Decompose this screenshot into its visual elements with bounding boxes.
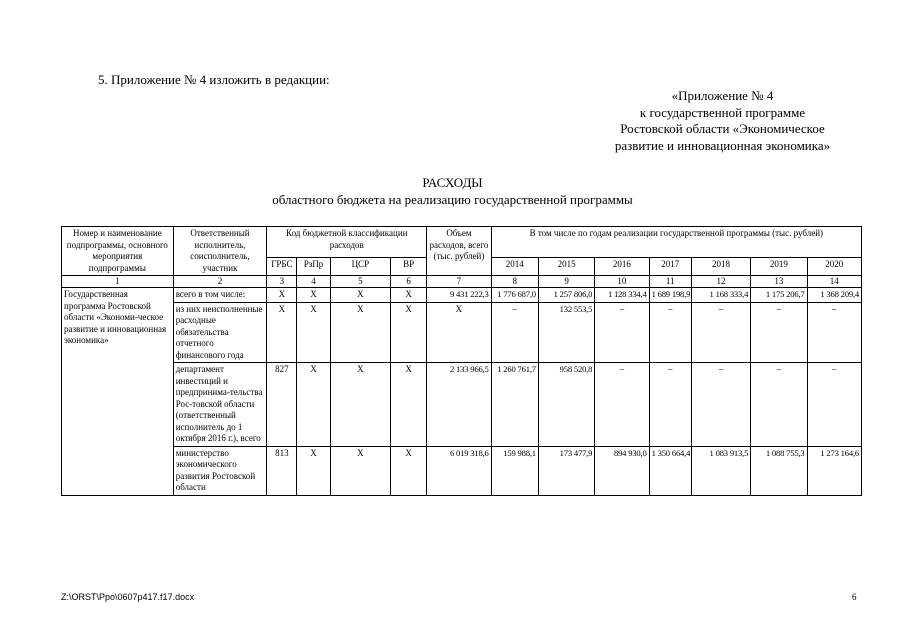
grbs-cell: 827 — [267, 363, 297, 447]
appendix-line-2: к государственной программе — [639, 104, 806, 120]
year-cell-2015: 958 520,8 — [538, 363, 594, 447]
header-year-2020: 2020 — [807, 258, 861, 276]
page-number: 6 — [852, 592, 857, 602]
year-cell-2019: 1 088 755,3 — [751, 446, 807, 495]
year-cell-2020: – — [807, 363, 861, 447]
footer-file-path: Z:\ORST\Ppo\0607p417.f17.docx — [61, 592, 195, 602]
col-number: 6 — [391, 276, 427, 288]
header-year-2017: 2017 — [649, 258, 691, 276]
header-csr: ЦСР — [330, 258, 390, 276]
appendix-line-4: развитие и инновационная экономика» — [614, 137, 831, 153]
csr-cell: X — [330, 302, 390, 363]
csr-cell: X — [330, 363, 390, 447]
rzpr-cell: X — [297, 363, 330, 447]
header-grbs: ГРБС — [267, 258, 297, 276]
table-row — [62, 446, 862, 495]
year-cell-2019: – — [751, 363, 807, 447]
table-header-row-1 — [62, 227, 862, 258]
column-numbers-row — [62, 276, 862, 288]
col-number: 2 — [173, 276, 267, 288]
vr-cell: X — [391, 288, 427, 303]
year-cell-2015: 173 477,9 — [538, 446, 594, 495]
year-cell-2018: 1 083 913,5 — [691, 446, 750, 495]
grbs-cell: X — [267, 288, 297, 303]
col-number: 10 — [595, 276, 649, 288]
participant-cell: из них неисполненные расходные обязательства отчетного финансового года — [173, 302, 267, 363]
header-year-2015: 2015 — [538, 258, 594, 276]
year-cell-2015: 132 553,5 — [538, 302, 594, 363]
vr-cell: X — [391, 446, 427, 495]
header-budget-code: Код бюджетной классификации расходов — [267, 227, 427, 258]
year-cell-2018: – — [691, 302, 750, 363]
year-cell-2020: – — [807, 302, 861, 363]
rzpr-cell: X — [297, 302, 330, 363]
header-rzpr: РзПр — [297, 258, 330, 276]
year-cell-2016: – — [595, 302, 649, 363]
year-cell-2014: 1 260 761,7 — [491, 363, 538, 447]
year-cell-2019: – — [751, 302, 807, 363]
header-year-2019: 2019 — [751, 258, 807, 276]
rzpr-cell: X — [297, 446, 330, 495]
total-cell: X — [427, 302, 491, 363]
year-cell-2014: 159 988,1 — [491, 446, 538, 495]
col-number: 11 — [649, 276, 691, 288]
header-name: Номер и наименование подпрограммы, основного мероприятия подпрограммы — [62, 227, 174, 276]
total-cell: 2 133 966,5 — [427, 363, 491, 447]
grbs-cell: 813 — [267, 446, 297, 495]
year-cell-2016: 894 930,0 — [595, 446, 649, 495]
col-number: 3 — [267, 276, 297, 288]
col-number: 12 — [691, 276, 750, 288]
year-cell-2018: 1 168 333,4 — [691, 288, 750, 303]
appendix-line-1: «Приложение № 4 — [671, 88, 774, 103]
header-total: Объем расходов, всего (тыс. рублей) — [427, 227, 491, 276]
participant-cell: всего в том числе: — [173, 288, 267, 303]
header-year-2014: 2014 — [491, 258, 538, 276]
year-cell-2020: 1 368 209,4 — [807, 288, 861, 303]
expenses-table — [61, 226, 862, 496]
intro-text: 5. Приложение № 4 изложить в редакции: — [98, 72, 330, 87]
total-cell: 9 431 222,3 — [427, 288, 491, 303]
year-cell-2014: – — [491, 302, 538, 363]
csr-cell: X — [330, 446, 390, 495]
col-number: 5 — [330, 276, 390, 288]
year-cell-2018: – — [691, 363, 750, 447]
participant-cell: министерство экономического развития Ростовской области — [173, 446, 267, 495]
year-cell-2016: – — [595, 363, 649, 447]
appendix-header — [560, 88, 885, 154]
col-number: 13 — [751, 276, 807, 288]
year-cell-2014: 1 776 687,0 — [491, 288, 538, 303]
table-row — [62, 302, 862, 363]
header-year-2018: 2018 — [691, 258, 750, 276]
header-vr: ВР — [391, 258, 427, 276]
col-number: 8 — [491, 276, 538, 288]
col-number: 14 — [807, 276, 861, 288]
header-years-group: В том числе по годам реализации государственной программы (тыс. рублей) — [491, 227, 861, 258]
vr-cell: X — [391, 363, 427, 447]
total-cell: 6 019 318,6 — [427, 446, 491, 495]
grbs-cell: X — [267, 302, 297, 363]
year-cell-2020: 1 273 164,6 — [807, 446, 861, 495]
year-cell-2017: 1 689 198,9 — [649, 288, 691, 303]
col-number: 1 — [62, 276, 174, 288]
table-row — [62, 363, 862, 447]
year-cell-2017: – — [649, 363, 691, 447]
year-cell-2015: 1 257 806,0 — [538, 288, 594, 303]
col-number: 7 — [427, 276, 491, 288]
appendix-line-3: Ростовской области «Экономическое — [620, 121, 825, 136]
program-name-cell: Государственная программа Ростовской области «Экономи-ческое развитие и инновационная экономика» — [62, 288, 174, 496]
header-responsible: Ответственный исполнитель, соисполнитель, участник — [173, 227, 267, 276]
participant-cell: департамент инвестиций и предпринима-тельства Рос-товской области (ответственный исполнитель до 1 октября 2016 г.), всего — [173, 363, 267, 447]
col-number: 9 — [538, 276, 594, 288]
document-subtitle: областного бюджета на реализацию государственной программы — [272, 192, 633, 207]
year-cell-2019: 1 175 206,7 — [751, 288, 807, 303]
rzpr-cell: X — [297, 288, 330, 303]
csr-cell: X — [330, 288, 390, 303]
header-year-2016: 2016 — [595, 258, 649, 276]
year-cell-2017: 1 350 664,4 — [649, 446, 691, 495]
year-cell-2017: – — [649, 302, 691, 363]
table-row — [62, 288, 862, 303]
vr-cell: X — [391, 302, 427, 363]
document-title: РАСХОДЫ — [422, 175, 483, 190]
col-number: 4 — [297, 276, 330, 288]
year-cell-2016: 1 128 334,4 — [595, 288, 649, 303]
